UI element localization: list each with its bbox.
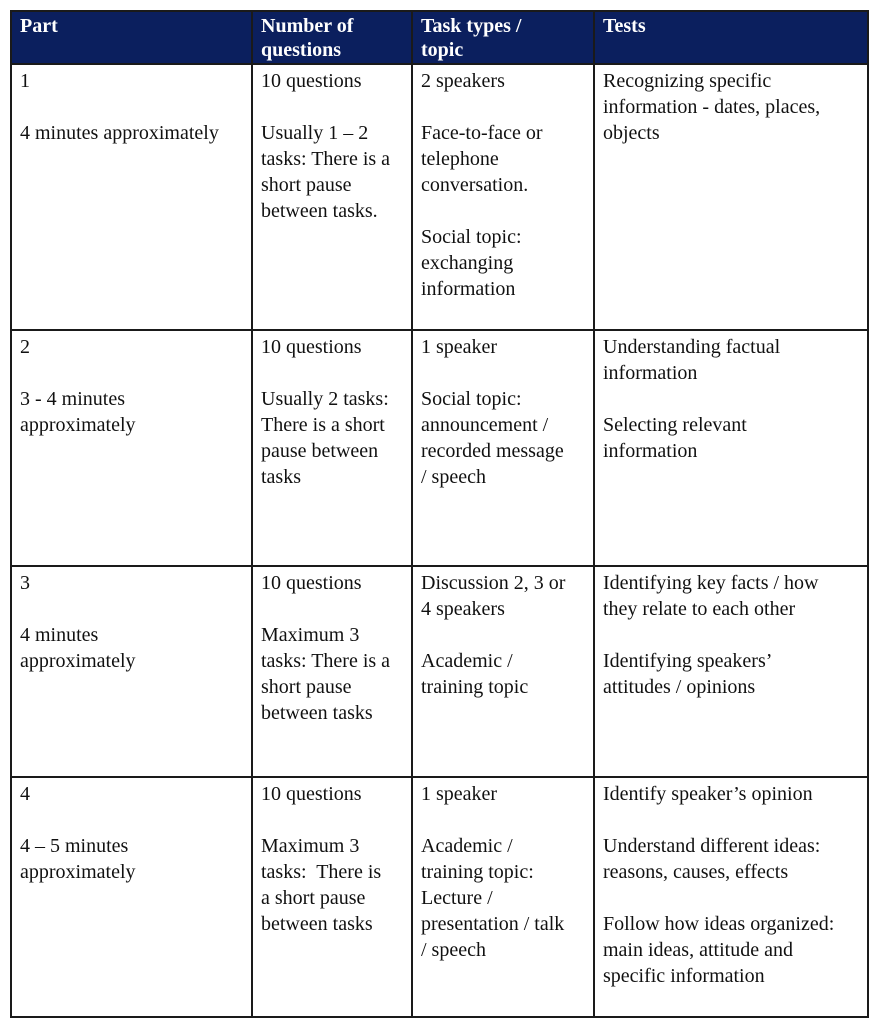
cell-paragraph [603,570,859,622]
cell-paragraph [20,781,243,807]
cell-part [11,566,252,777]
cell-text: approximately [20,650,136,672]
cell-text: 4 [20,783,30,805]
cell-text: Face-to-face or [421,122,543,144]
cell-text: between tasks. [261,200,378,222]
cell-text: specific information [603,965,765,987]
cell-text: tasks: There is [261,861,382,883]
listening-test-table [10,10,869,1018]
cell-paragraph [421,120,585,198]
cell-paragraph [261,386,403,490]
table-row [11,330,868,566]
cell-text: Usually 2 tasks: [261,388,389,410]
cell-number-of-questions [252,330,412,566]
header-text: Part [20,15,58,37]
cell-paragraph [261,68,403,94]
cell-text: 3 - 4 minutes [20,388,125,410]
cell-text: tasks [261,466,301,488]
cell-paragraph [603,68,859,146]
header-text: Number of [261,15,354,37]
cell-text: 1 speaker [421,336,498,358]
cell-text: recorded message [421,440,564,462]
header-text: topic [421,39,464,61]
table-body [11,64,868,1017]
header-text: Tests [603,15,646,37]
cell-text: objects [603,122,660,144]
cell-text: information [603,362,698,384]
cell-text: tasks: There is a [261,650,391,672]
cell-paragraph [20,570,243,596]
cell-number-of-questions [252,64,412,330]
cell-paragraph [603,833,859,885]
cell-text: main ideas, attitude and [603,939,793,961]
cell-text: 10 questions [261,336,362,358]
cell-text: announcement / [421,414,549,436]
header-text: questions [261,39,342,61]
cell-text: Social topic: [421,226,522,248]
cell-text: / speech [421,466,486,488]
cell-text: short pause [261,174,352,196]
cell-text: 1 [20,70,30,92]
cell-text: Understanding factual [603,336,781,358]
cell-paragraph [20,386,243,438]
cell-text: training topic [421,676,529,698]
cell-text: Identifying speakers’ [603,650,773,672]
cell-text: telephone [421,148,499,170]
cell-paragraph [20,334,243,360]
cell-paragraph [421,224,585,302]
cell-text: Maximum 3 [261,624,360,646]
cell-text: conversation. [421,174,529,196]
cell-paragraph [603,911,859,989]
cell-text: Discussion 2, 3 or [421,572,566,594]
cell-tests [594,64,868,330]
cell-text: 10 questions [261,783,362,805]
cell-text: 10 questions [261,572,362,594]
table-row [11,64,868,330]
cell-paragraph [603,648,859,700]
cell-paragraph [421,570,585,622]
cell-text: information [603,440,698,462]
header-text: Task types / [421,15,522,37]
cell-paragraph [261,570,403,596]
cell-text: There is a short [261,414,385,436]
cell-text: 4 minutes approximately [20,122,219,144]
cell-task-types [412,566,594,777]
cell-text: 3 [20,572,30,594]
cell-text: Follow how ideas organized: [603,913,835,935]
cell-text: Academic / [421,835,513,857]
cell-text: Usually 1 – 2 [261,122,369,144]
cell-text: exchanging [421,252,514,274]
cell-part [11,330,252,566]
cell-text: Academic / [421,650,513,672]
cell-paragraph [421,781,585,807]
cell-paragraph [421,386,585,490]
cell-text: 4 – 5 minutes [20,835,129,857]
cell-part [11,777,252,1017]
cell-text: Identifying key facts / how [603,572,819,594]
cell-text: Recognizing specific [603,70,772,92]
cell-text: approximately [20,414,136,436]
cell-text: Understand different ideas: [603,835,821,857]
cell-paragraph [261,622,403,726]
cell-text: Maximum 3 [261,835,360,857]
cell-text: information - dates, places, [603,96,821,118]
cell-text: presentation / talk [421,913,565,935]
header-task-types [412,11,594,64]
cell-text: 2 [20,336,30,358]
cell-text: 10 questions [261,70,362,92]
cell-paragraph [421,833,585,963]
cell-number-of-questions [252,777,412,1017]
cell-text: 1 speaker [421,783,498,805]
header-part [11,11,252,64]
cell-text: approximately [20,861,136,883]
cell-paragraph [20,120,243,146]
cell-text: tasks: There is a [261,148,391,170]
cell-paragraph [20,68,243,94]
cell-task-types [412,777,594,1017]
cell-paragraph [421,68,585,94]
cell-tests [594,777,868,1017]
cell-paragraph [421,334,585,360]
cell-paragraph [261,833,403,937]
cell-paragraph [20,833,243,885]
cell-paragraph [261,781,403,807]
cell-text: pause between [261,440,379,462]
cell-text: / speech [421,939,486,961]
cell-task-types [412,64,594,330]
cell-text: Identify speaker’s opinion [603,783,813,805]
cell-paragraph [421,648,585,700]
cell-paragraph [261,120,403,224]
cell-paragraph [20,622,243,674]
cell-text: between tasks [261,913,373,935]
header-tests [594,11,868,64]
cell-paragraph [603,334,859,386]
cell-text: reasons, causes, effects [603,861,789,883]
cell-tests [594,566,868,777]
cell-paragraph [261,334,403,360]
cell-part [11,64,252,330]
cell-task-types [412,330,594,566]
cell-text: a short pause [261,887,366,909]
cell-text: 4 minutes [20,624,99,646]
cell-paragraph [603,412,859,464]
cell-text: information [421,278,516,300]
table-row [11,566,868,777]
cell-paragraph [603,781,859,807]
header-number-of-questions [252,11,412,64]
header-row [11,11,868,64]
cell-text: Social topic: [421,388,522,410]
cell-text: 2 speakers [421,70,505,92]
cell-number-of-questions [252,566,412,777]
cell-text: short pause [261,676,352,698]
cell-text: Lecture / [421,887,493,909]
cell-text: Selecting relevant [603,414,747,436]
cell-text: training topic: [421,861,534,883]
table-row [11,777,868,1017]
cell-text: attitudes / opinions [603,676,756,698]
cell-text: 4 speakers [421,598,505,620]
cell-tests [594,330,868,566]
cell-text: they relate to each other [603,598,796,620]
cell-text: between tasks [261,702,373,724]
